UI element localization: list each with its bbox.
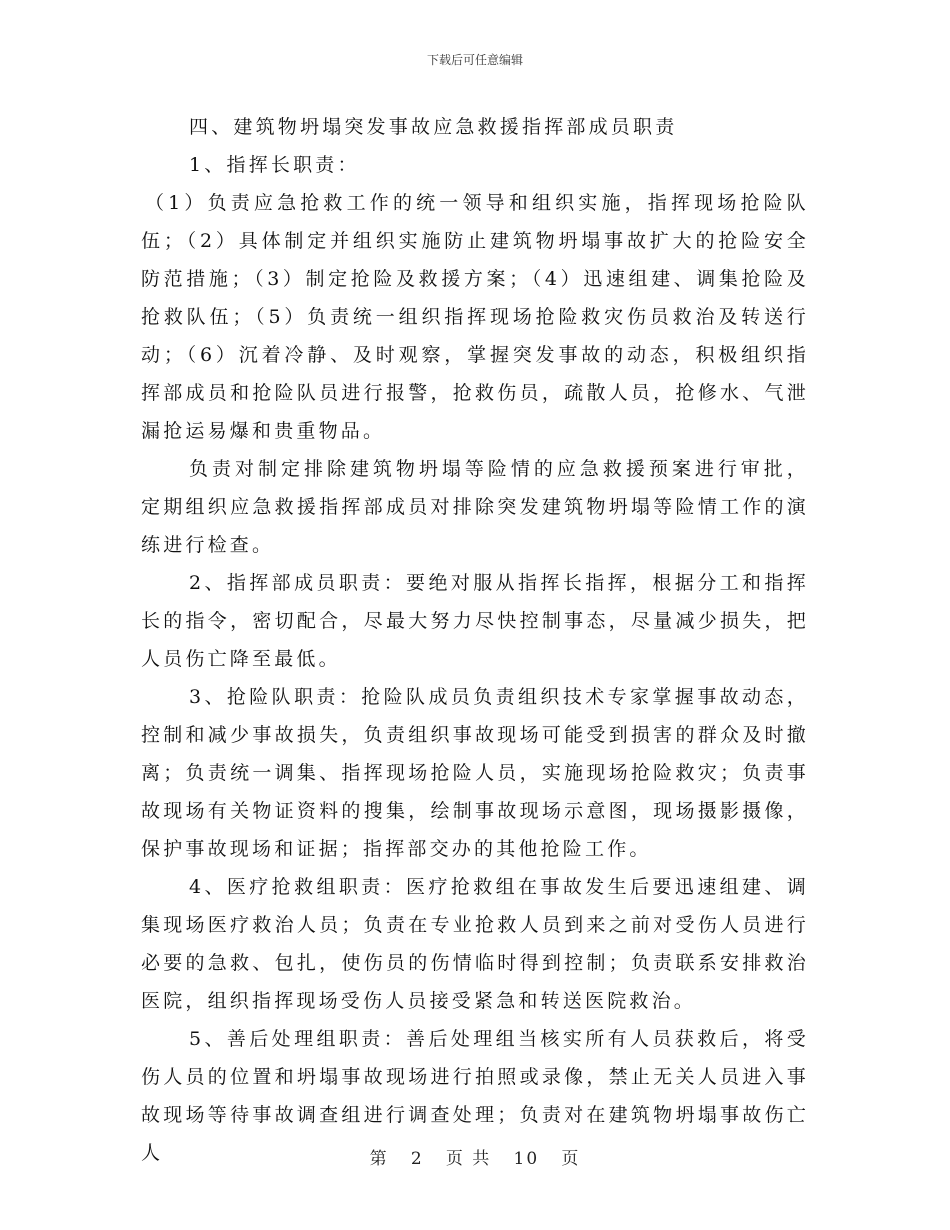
page-footer (0, 1148, 950, 1170)
paragraph-commander-title: 1、指挥长职责： (189, 154, 360, 176)
footer-middle: 页 共 (445, 1149, 492, 1169)
page-number: 2 (410, 1149, 424, 1169)
document-body (141, 108, 809, 1172)
footer-prefix: 第 (369, 1149, 389, 1169)
page-header-note: 下载后可任意编辑 (426, 53, 523, 67)
section-heading: 四、建筑物坍塌突发事故应急救援指挥部成员职责 (189, 116, 678, 138)
paragraph-rescue-team-duties: 3、抢险队职责：抢险队成员负责组织技术专家掌握事故动态，控制和减少事故损失，负责组织事故现场可能受到损害的群众及时撤离；负责统一调集、指挥现场抢险人员，实施现场抢险救灾；负责事故现场有关物证资料的搜集，绘制事故现场示意图，现场摄影摄像，保护事故现场和证据；指挥部交办的其他抢险工作。 (141, 686, 809, 860)
paragraph-approval: 负责对制定排除建筑物坍塌等险情的应急救援预案进行审批，定期组织应急救援指挥部成员对排除突发建筑物坍塌等险情工作的演练进行检查。 (141, 458, 809, 556)
paragraph-commander-duties: （1）负责应急抢救工作的统一领导和组织实施，指挥现场抢险队伍；（2）具体制定并组织实施防止建筑物坍塌事故扩大的抢险安全防范措施；（3）制定抢险及救援方案；（4）迅速组建、调集抢险及抢救队伍；（5）负责统一组织指挥现场抢险救灾伤员救治及转送行动；（6）沉着冷静、及时观察，掌握突发事故的动态，积极组织指挥部成员和抢险队员进行报警，抢救伤员，疏散人员，抢修水、气泄漏抢运易爆和贵重物品。 (141, 192, 809, 442)
total-pages: 10 (513, 1149, 540, 1169)
paragraph-member-duties: 2、指挥部成员职责：要绝对服从指挥长指挥，根据分工和指挥长的指令，密切配合，尽最大努力尽快控制事态，尽量减少损失，把人员伤亡降至最低。 (141, 572, 809, 670)
paragraph-aftermath-team-duties: 5、善后处理组职责：善后处理组当核实所有人员获救后，将受伤人员的位置和坍塌事故现场进行拍照或录像，禁止无关人员进入事故现场等待事故调查组进行调查处理；负责对在建筑物坍塌事故伤亡人 (141, 1028, 809, 1164)
footer-suffix: 页 (561, 1149, 581, 1169)
paragraph-medical-team-duties: 4、医疗抢救组职责：医疗抢救组在事故发生后要迅速组建、调集现场医疗救治人员；负责在专业抢救人员到来之前对受伤人员进行必要的急救、包扎，使伤员的伤情临时得到控制；负责联系安排救治医院，组织指挥现场受伤人员接受紧急和转送医院救治。 (141, 876, 809, 1012)
